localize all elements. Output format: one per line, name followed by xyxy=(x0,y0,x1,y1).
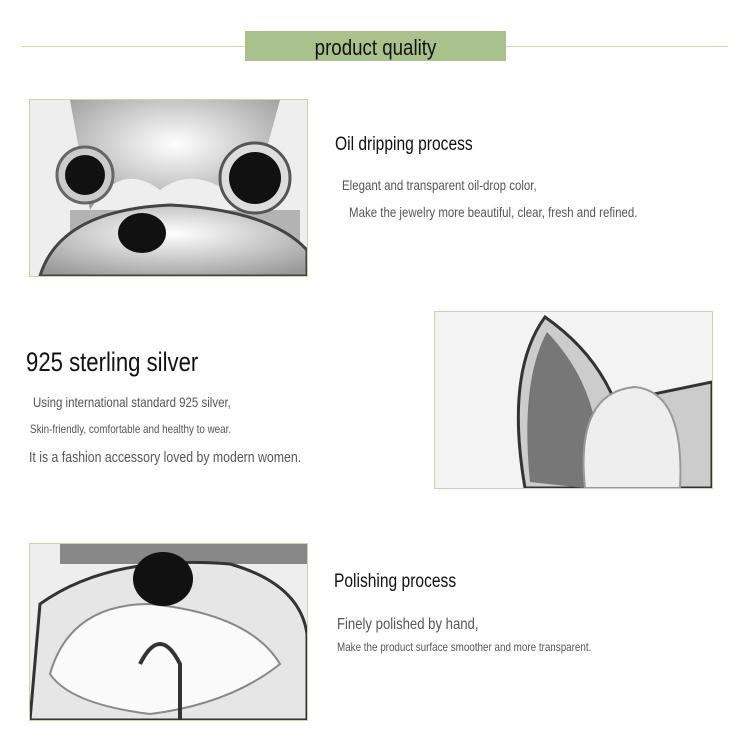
section-text: Make the product surface smoother and more transparent. xyxy=(337,640,592,654)
section-text: Skin-friendly, comfortable and healthy to wear. xyxy=(30,422,232,436)
title-banner xyxy=(245,31,506,61)
section-text: Finely polished by hand, xyxy=(337,616,479,633)
divider-right xyxy=(506,46,728,47)
section-text: Elegant and transparent oil-drop color, xyxy=(342,177,537,193)
dog-eyes-image xyxy=(29,99,308,277)
section-heading: Polishing process xyxy=(334,571,457,592)
divider-left xyxy=(22,46,245,47)
section-text: It is a fashion accessory loved by modern women. xyxy=(29,449,302,466)
section-heading: Oil dripping process xyxy=(335,134,473,155)
section-heading: 925 sterling silver xyxy=(26,347,199,377)
section-text: Using international standard 925 silver, xyxy=(33,394,231,410)
section-text: Make the jewelry more beautiful, clear, fresh and refined. xyxy=(349,204,638,220)
dog-ear-image xyxy=(434,311,713,489)
page-title: product quality xyxy=(314,35,437,60)
dog-nose-image xyxy=(29,543,308,721)
